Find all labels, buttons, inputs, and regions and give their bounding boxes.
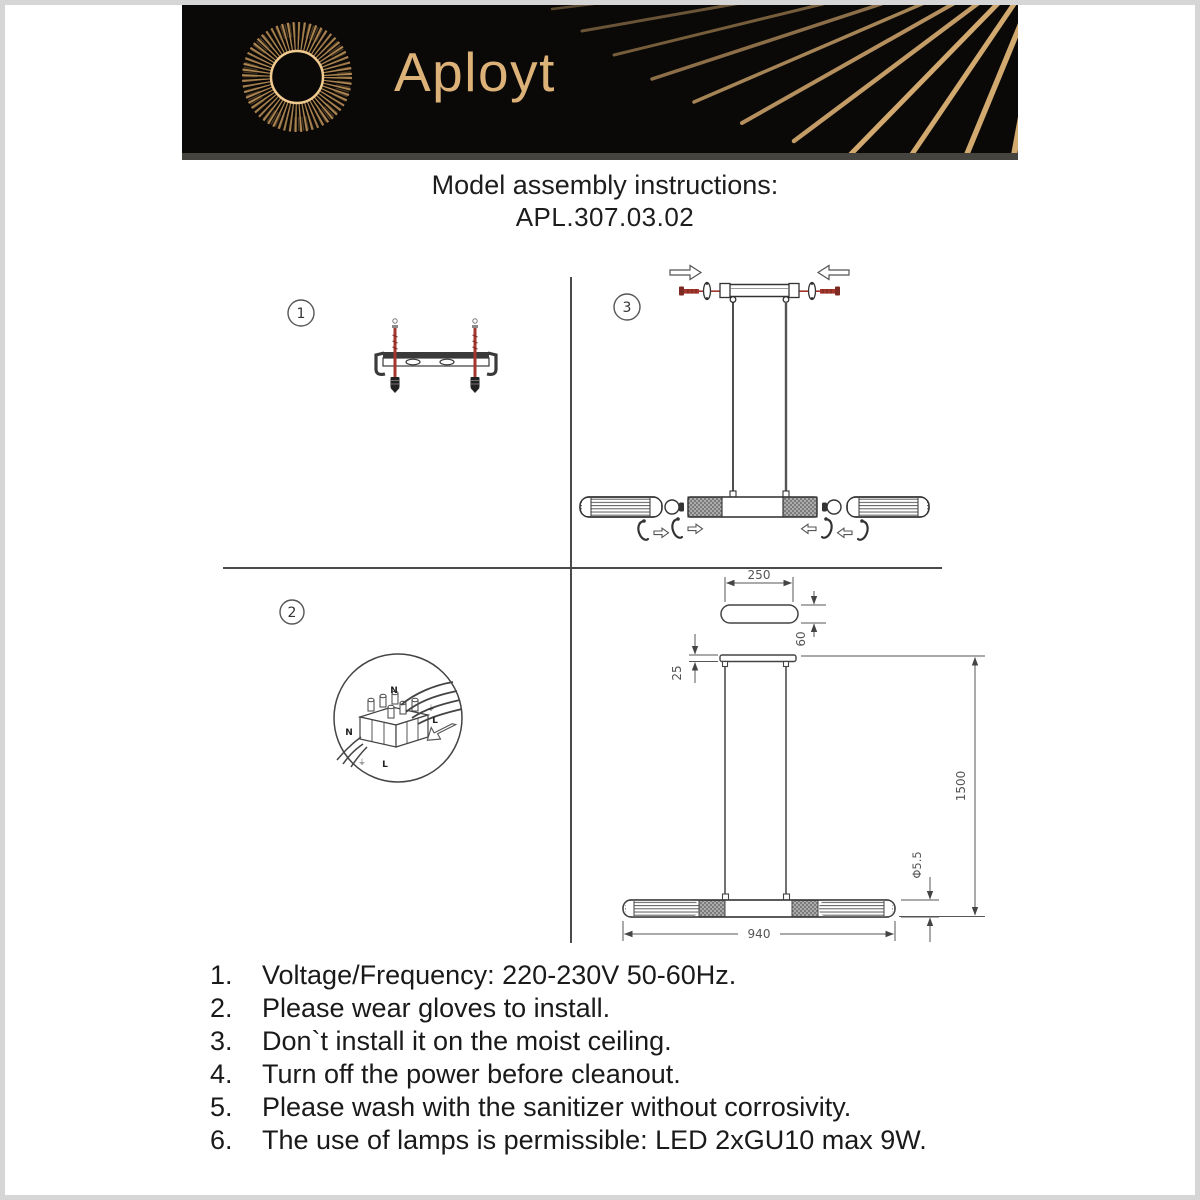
dim-25-label: 25 <box>670 665 684 681</box>
diagram-wiring-detail <box>334 654 462 782</box>
canopy-top-view <box>721 605 798 623</box>
lamp-bar-side-view <box>623 894 895 917</box>
fastener-cluster-left-outer <box>638 519 668 540</box>
canopy-side-view <box>720 655 796 662</box>
item-number: 6. <box>210 1125 233 1155</box>
page-title: Model assembly instructions: <box>431 170 779 200</box>
item-text: The use of lamps is permissible: LED 2xGU10 max 9W. <box>262 1125 927 1155</box>
dim-250-label: 250 <box>747 568 771 582</box>
lamp-tube-left <box>580 497 662 517</box>
rays-decoration <box>552 3 1018 153</box>
fastener-cluster-right-inner <box>802 517 832 538</box>
insert-arrow-icon <box>688 524 703 533</box>
label-live-top: L <box>432 716 438 726</box>
dimension-drawing <box>623 568 985 942</box>
model-number: APL.307.03.02 <box>515 202 695 232</box>
lamp-body <box>688 491 817 517</box>
instruction-item-6 <box>210 1124 1030 1157</box>
banner-shadow-strip <box>182 153 1018 160</box>
banner-art <box>182 3 1018 153</box>
dim-25 <box>689 634 718 683</box>
step-3-badge <box>614 294 640 320</box>
assembly-diagrams <box>185 255 1025 955</box>
dim-60 <box>801 591 826 637</box>
instructions-list <box>210 959 1030 1157</box>
label-ground-top: ⏚ <box>427 704 435 713</box>
dim-940-label: 940 <box>747 927 771 941</box>
item-number: 4. <box>210 1059 233 1089</box>
instruction-item-5 <box>210 1091 1030 1124</box>
lamp-tube-right <box>847 497 929 517</box>
insert-arrow-icon <box>838 528 853 537</box>
fastener-cluster-right-outer <box>838 519 868 540</box>
insert-arrow-icon <box>654 528 669 537</box>
step-2-badge <box>280 600 304 624</box>
dim-diameter-label: Φ5.5 <box>910 851 924 879</box>
step-1-badge <box>288 300 314 326</box>
label-neutral-top: N <box>390 686 398 696</box>
instruction-item-1 <box>210 959 1030 992</box>
push-arrow-left-icon <box>818 266 849 280</box>
brand-wordmark: Aployt <box>394 41 556 103</box>
push-arrow-right-icon <box>670 266 701 280</box>
instruction-item-4 <box>210 1058 1030 1091</box>
mount-screw-right <box>797 282 840 300</box>
dim-1500-label: 1500 <box>954 770 968 802</box>
mount-screw-left <box>679 282 722 300</box>
label-live-left: L <box>382 760 388 770</box>
brand-banner <box>182 3 1018 160</box>
item-number: 5. <box>210 1092 233 1122</box>
sunburst-logo-icon <box>250 30 344 124</box>
step-2-number: 2 <box>287 605 297 621</box>
banner-background <box>182 3 1018 153</box>
item-number: 2. <box>210 993 233 1023</box>
item-text: Please wear gloves to install. <box>262 993 611 1023</box>
gu10-bulb-right <box>822 500 841 514</box>
item-number: 3. <box>210 1026 233 1056</box>
diagram-ceiling-bracket <box>376 319 496 393</box>
label-neutral-left: N <box>345 728 353 738</box>
instruction-item-3 <box>210 1025 1030 1058</box>
item-text: Please wash with the sanitizer without corrosivity. <box>262 1092 852 1122</box>
instruction-item-2 <box>210 992 1030 1025</box>
label-ground-left: ⏚ <box>358 758 366 767</box>
insert-arrow-icon <box>802 524 817 533</box>
gu10-bulb-left <box>665 500 684 514</box>
dim-diameter <box>901 877 939 942</box>
step-1-number: 1 <box>296 306 306 322</box>
fastener-cluster-left-inner <box>672 517 702 538</box>
ceiling-bar <box>720 284 799 303</box>
item-text: Turn off the power before cleanout. <box>262 1059 681 1089</box>
step-3-number: 3 <box>622 300 632 316</box>
item-text: Don`t install it on the moist ceiling. <box>262 1026 672 1056</box>
dim-60-label: 60 <box>794 631 808 647</box>
item-text: Voltage/Frequency: 220-230V 50-60Hz. <box>262 960 737 990</box>
item-number: 1. <box>210 960 233 990</box>
